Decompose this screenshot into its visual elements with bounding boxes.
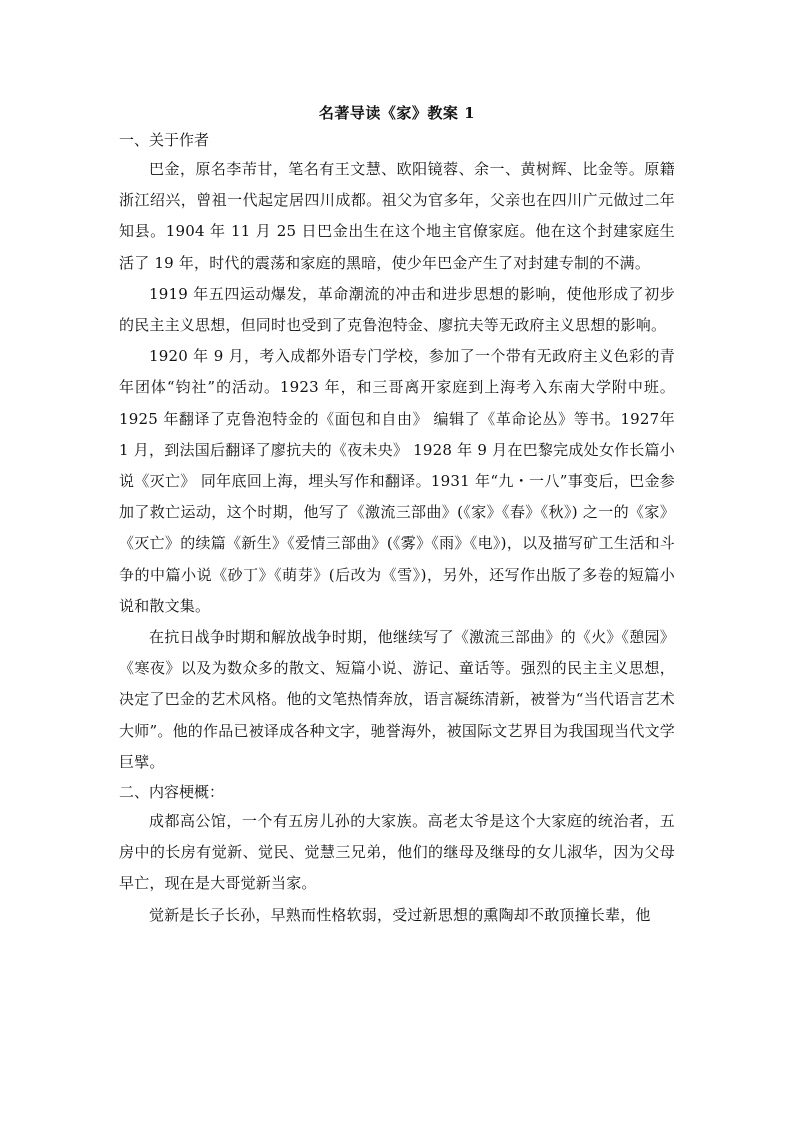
paragraph-juexin: 觉新是长子长孙，早熟而性格软弱，受过新思想的熏陶却不敢顶撞长辈，他 [149, 905, 651, 924]
section-heading-synopsis: 二、内容梗概： [119, 783, 225, 802]
document-title: 名著导读《家》教案 1 [318, 104, 476, 122]
paragraph-gao-family: 成都高公馆，一个有五房儿孙的大家族。高老太爷是这个大家庭的统治者，五房中的长房有觉新、觉民、觉慧三兄弟，他们的继母及继母的女儿淑华，因为父母早亡，现在是大哥觉新当家。 [119, 812, 675, 893]
paragraph-may-fourth: 1919 年五四运动爆发，革命潮流的冲击和进步思想的影响，使他形成了初步的民主主义思想，但同时也受到了克鲁泡特金、廖抗夫等无政府主义思想的影响。 [119, 284, 675, 335]
document-body [119, 100, 675, 931]
paragraph-wartime-works: 在抗日战争时期和解放战争时期，他继续写了《激流三部曲》的《火》《憩园》《寒夜》以及为数众多的散文、短篇小说、游记、童话等。强烈的民主主义思想，决定了巴金的艺术风格。他的文笔热情奔放，语言凝练清新，被誉为“当代语言艺术大师”。他的作品已被译成各种文字，驰誉海外，被国际文艺界目为我国现当代文学巨擘。 [119, 628, 675, 771]
paragraph-early-works: 1920 年 9 月，考入成都外语专门学校，参加了一个带有无政府主义色彩的青年团体“钧社”的活动。1923 年，和三哥离开家庭到上海考入东南大学附中班。1925 年翻译了克鲁泡特金的《面包和自由》 编辑了《革命论丛》等书。1927年 1 月，到法国后翻译了廖抗夫的《夜未央》 1928 年 9 月在巴黎完成处女作长篇小说《灭亡》 同年底回上海，埋头写作和翻译。1931 年“九・一八”事变后，巴金参加了救亡运动，这个时期，他写了《激流三部曲》(《家》《春》《秋》) 之一的《家》《灭亡》的续篇《新生》《爱情三部曲》(《雾》《雨》《电》)，以及描写矿工生活和斗争的中篇小说《砂丁》《萌芽》(后改为《雪》)，另外，还写作出版了多卷的短篇小说和散文集。 [119, 347, 675, 615]
section-heading-about-author: 一、关于作者 [119, 131, 210, 149]
paragraph-author-bio: 巴金，原名李芾甘，笔名有王文慧、欧阳镜蓉、余一、黄树辉、比金等。原籍浙江绍兴，曾祖一代起定居四川成都。祖父为官多年，父亲也在四川广元做过二年知县。1904 年 11 月 25 日巴金出生在这个地主官僚家庭。他在这个封建家庭生活了 19 年，时代的震荡和家庭的黑暗，使少年巴金产生了对封建专制的不满。 [119, 160, 675, 272]
